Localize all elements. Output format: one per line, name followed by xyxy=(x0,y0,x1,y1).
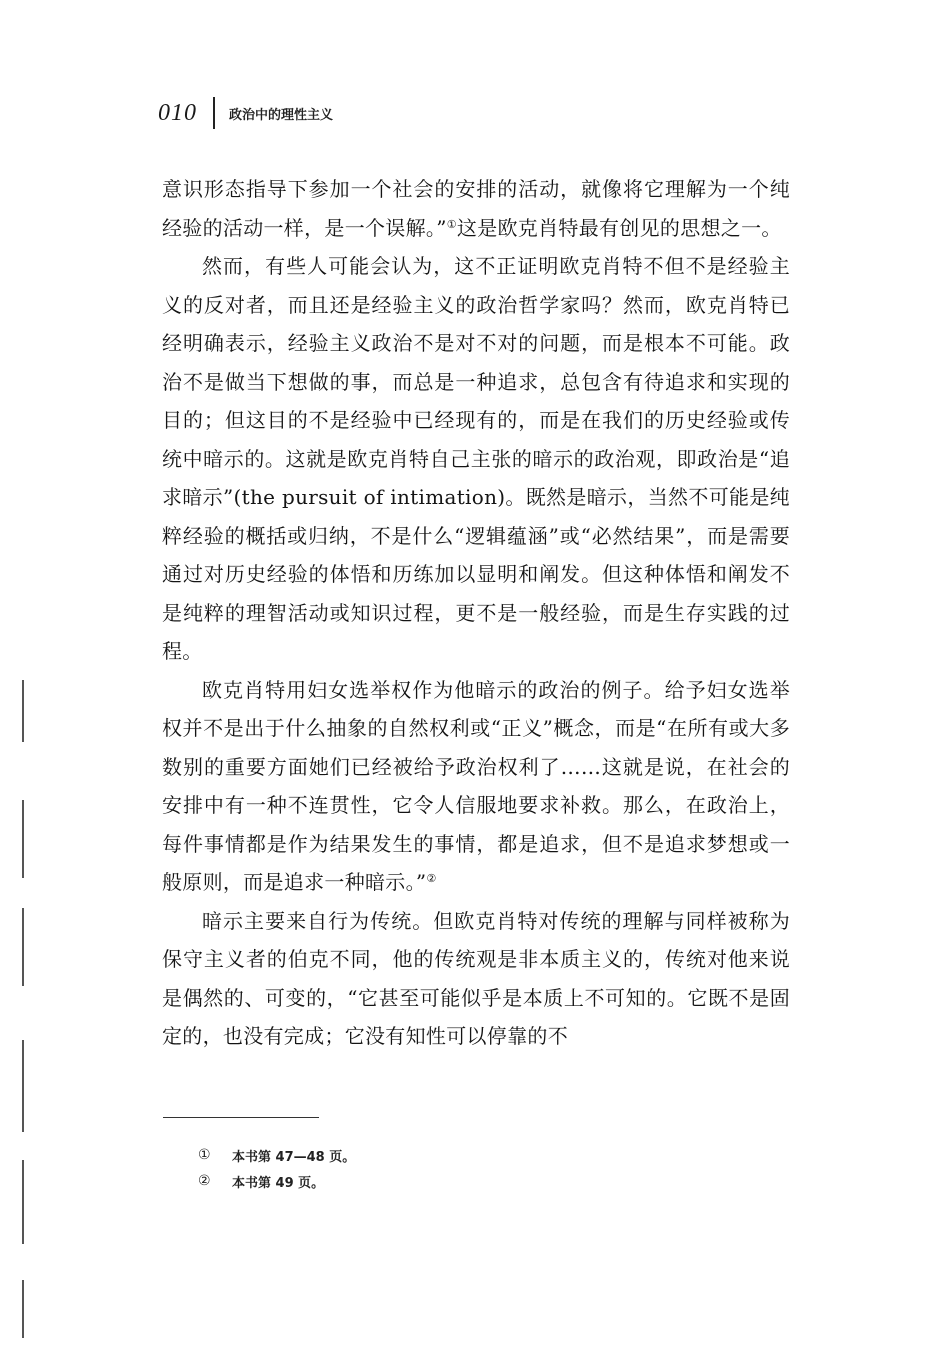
footnote-2-text: 本书第 49 页。 xyxy=(232,1175,325,1191)
scan-margin-mark xyxy=(22,1040,24,1132)
paragraph-1-text-after: 这是欧克肖特最有创见的思想之一。 xyxy=(456,215,782,240)
scan-margin-mark xyxy=(22,680,24,742)
scan-margin-mark xyxy=(22,908,24,986)
book-title: 政治中的理性主义 xyxy=(229,107,334,123)
footnote-ref-1[interactable]: ① xyxy=(446,217,457,231)
footnote-2-mark: ② xyxy=(198,1173,211,1189)
footnote-ref-2[interactable]: ② xyxy=(426,872,437,885)
scan-margin-mark xyxy=(22,1280,24,1338)
scan-margin-mark xyxy=(22,800,24,878)
footnotes xyxy=(198,1142,355,1194)
running-header xyxy=(158,96,333,130)
paragraph-1 xyxy=(162,170,790,247)
header-divider xyxy=(213,97,215,129)
footnote-divider xyxy=(163,1117,319,1118)
paragraph-1-text: 意识形态指导下参加一个社会的安排的活动，就像将它理解为一个纯经验的活动一样，是一个误解。” xyxy=(162,177,790,240)
paragraph-3-text: 欧克肖特用妇女选举权作为他暗示的政治的例子。给予妇女选举权并不是出于什么抽象的自然权利或“正义”概念，而是“在所有或大多数别的重要方面她们已经被给予政治权利了……这就是说，在社会的安排中有一种不连贯性，它令人信服地要求补救。那么，在政治上，每件事情都是作为结果发生的事情，都是追求，但不是追求梦想或一般原则，而是追求一种暗示。” xyxy=(162,677,790,894)
footnote-2 xyxy=(198,1168,355,1194)
scan-margin-mark xyxy=(22,1160,24,1244)
paragraph-3 xyxy=(162,671,790,902)
page-number: 010 xyxy=(158,99,197,126)
paragraph-2: 然而，有些人可能会认为，这不正证明欧克肖特不但不是经验主义的反对者，而且还是经验主义的政治哲学家吗？然而，欧克肖特已经明确表示，经验主义政治不是对不对的问题，而是根本不可能。政治不是做当下想做的事，而总是一种追求，总包含有待追求和实现的目的；但这目的不是经验中已经现有的，而是在我们的历史经验或传统中暗示的。这就是欧克肖特自己主张的暗示的政治观，即政治是“追求暗示”(the pursuit of intimation)。既然是暗示，当然不可能是纯粹经验的概括或归纳，不是什么“逻辑蕴涵”或“必然结果”，而是需要通过对历史经验的体悟和历练加以显明和阐发。但这种体悟和阐发不是纯粹的理智活动或知识过程，更不是一般经验，而是生存实践的过程。 xyxy=(162,254,790,663)
paragraph-4: 暗示主要来自行为传统。但欧克肖特对传统的理解与同样被称为保守主义者的伯克不同，他的传统观是非本质主义的，传统对他来说是偶然的、可变的，“它甚至可能似乎是本质上不可知的。它既不是固定的，也没有完成；它没有知性可以停靠的不 xyxy=(162,908,790,1048)
footnote-1-text: 本书第 47—48 页。 xyxy=(232,1149,356,1165)
footnote-1 xyxy=(198,1142,355,1168)
footnote-1-mark: ① xyxy=(198,1147,211,1163)
body-text xyxy=(162,170,790,1056)
